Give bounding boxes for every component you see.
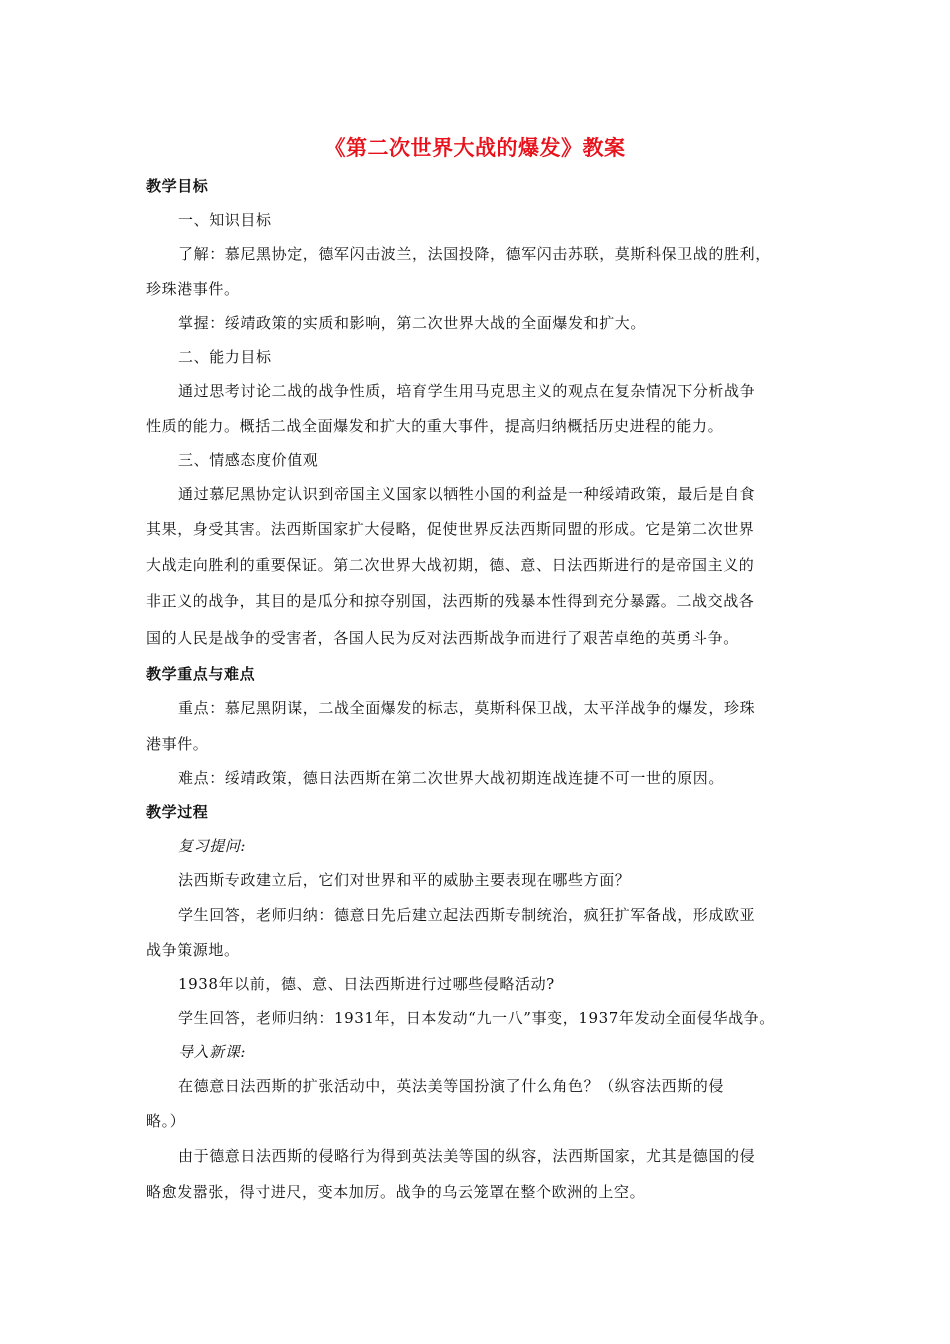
- paragraph-line: 非正义的战争，其目的是瓜分和掠夺别国，法西斯的残暴本性得到充分暴露。二战交战各: [146, 592, 755, 610]
- paragraph-line: 由于德意日法西斯的侵略行为得到英法美等国的纵容，法西斯国家，尤其是德国的侵: [178, 1147, 756, 1165]
- paragraph-line: 性质的能力。概括二战全面爆发和扩大的重大事件，提高归纳概括历史进程的能力。: [146, 417, 724, 435]
- paragraph-line: 法西斯专政建立后，它们对世界和平的威胁主要表现在哪些方面？: [178, 871, 631, 889]
- subheading-knowledge: 一、知识目标: [178, 211, 272, 229]
- paragraph-line: 学生回答，老师归纳：德意日先后建立起法西斯专制统治，疯狂扩军备战，形成欧亚: [178, 906, 756, 924]
- paragraph-line: 重点：慕尼黑阴谋，二战全面爆发的标志，莫斯科保卫战，太平洋战争的爆发，珍珠: [178, 699, 756, 717]
- section-heading-process: 教学过程: [146, 803, 209, 821]
- paragraph-line: 略。）: [146, 1112, 186, 1130]
- paragraph-line: 港事件。: [146, 735, 209, 753]
- subheading-ability: 二、能力目标: [178, 348, 272, 366]
- section-heading-keypoints: 教学重点与难点: [146, 665, 256, 683]
- paragraph-line: 难点：绥靖政策，德日法西斯在第二次世界大战初期连战连捷不可一世的原因。: [178, 769, 725, 787]
- paragraph-line: 了解：慕尼黑协定，德军闪击波兰，法国投降，德军闪击苏联，莫斯科保卫战的胜利，: [178, 245, 771, 263]
- paragraph-line: 学生回答，老师归纳：1931年，日本发动“九一八”事变，1937年发动全面侵华战争。: [178, 1009, 775, 1027]
- paragraph-line: 国的人民是战争的受害者，各国人民为反对法西斯战争而进行了艰苦卓绝的英勇斗争。: [146, 629, 739, 647]
- paragraph-line: 珍珠港事件。: [146, 280, 240, 298]
- subheading-intro: 导入新课:: [178, 1043, 247, 1061]
- subheading-values: 三、情感态度价值观: [178, 451, 319, 469]
- paragraph-line: 在德意日法西斯的扩张活动中，英法美等国扮演了什么角色？（纵容法西斯的侵: [178, 1077, 725, 1095]
- paragraph-line: 掌握：绥靖政策的实质和影响，第二次世界大战的全面爆发和扩大。: [178, 314, 647, 332]
- paragraph-line: 通过慕尼黑协定认识到帝国主义国家以牺牲小国的利益是一种绥靖政策，最后是自食: [178, 485, 756, 503]
- paragraph-line: 大战走向胜利的重要保证。第二次世界大战初期，德、意、日法西斯进行的是帝国主义的: [146, 556, 755, 574]
- subheading-review: 复习提问:: [178, 837, 247, 855]
- paragraph-line: 战争策源地。: [146, 941, 240, 959]
- document-title: 《第二次世界大战的爆发》教案: [324, 136, 626, 160]
- paragraph-line: 通过思考讨论二战的战争性质，培育学生用马克思主义的观点在复杂情况下分析战争: [178, 382, 756, 400]
- paragraph-line: 其果，身受其害。法西斯国家扩大侵略，促使世界反法西斯同盟的形成。它是第二次世界: [146, 520, 755, 538]
- paragraph-line: 1938年以前，德、意、日法西斯进行过哪些侵略活动?: [178, 975, 555, 993]
- paragraph-line: 略愈发嚣张，得寸进尺，变本加厉。战争的乌云笼罩在整个欧洲的上空。: [146, 1183, 646, 1201]
- section-heading-objectives: 教学目标: [146, 177, 209, 195]
